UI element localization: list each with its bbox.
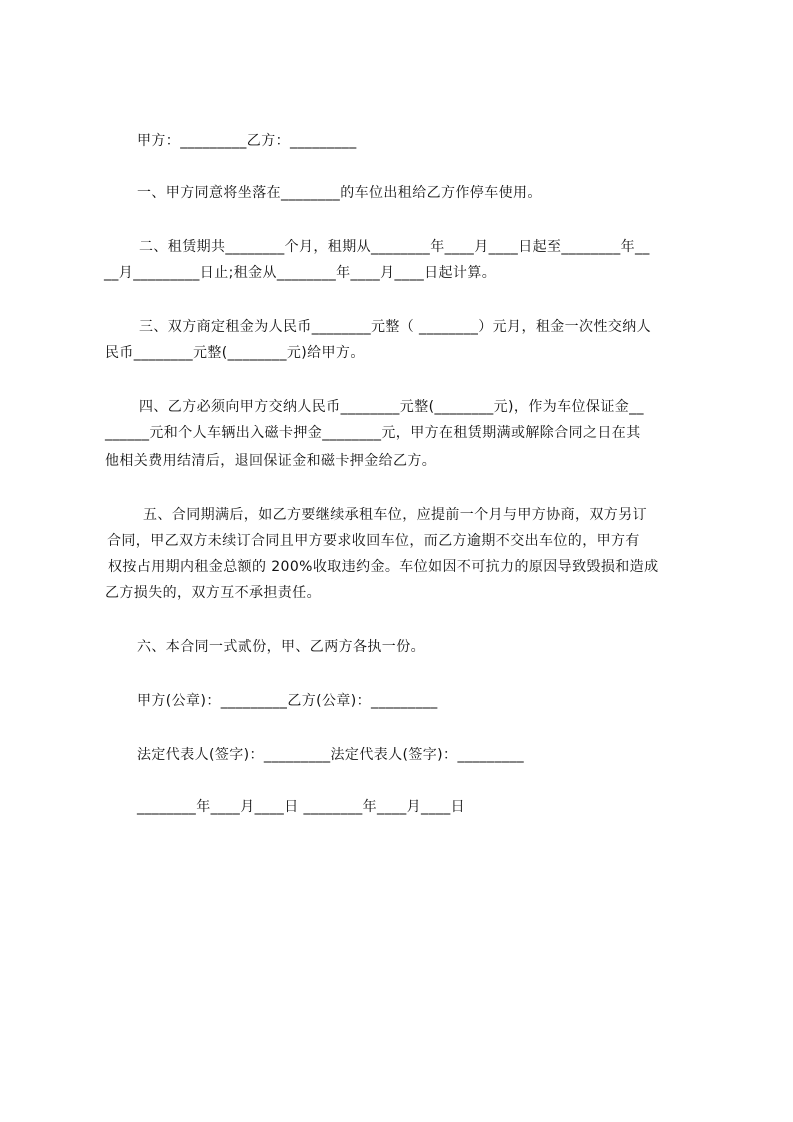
clause-6: 六、本合同一式贰份，甲、乙两方各执一份。 (137, 639, 425, 655)
clause-3-line-1: 三、双方商定租金为人民币________元整（ ________）元月，租金一次性交纳人 (139, 319, 652, 335)
representative-signature-line: 法定代表人(签字)：_________法定代表人(签字)：_________ (137, 747, 525, 763)
clause-2-line-1: 二、租赁期共________个月，租期从________年____月____日起至________年__ (139, 239, 650, 255)
clause-2-line-2: __月_________日止;租金从________年____月____日起计算。 (104, 265, 497, 281)
clause-4-line-3: 他相关费用结清后，退回保证金和磁卡押金给乙方。 (105, 453, 437, 469)
clause-3-line-2: 民币________元整(________元)给甲方。 (105, 345, 365, 361)
clause-5-line-2: 合同，甲乙双方未续订合同且甲方要求收回车位，而乙方逾期不交出车位的，甲方有 (107, 533, 640, 549)
clause-4-line-2: ______元和个人车辆出入磁卡押金________元，甲方在租赁期满或解除合同之日在其 (105, 425, 641, 441)
clause-5-line-1: 五、合同期满后，如乙方要继续承租车位，应提前一个月与甲方协商，双方另订 (143, 507, 647, 523)
seal-line: 甲方(公章)：_________乙方(公章)：_________ (137, 693, 438, 709)
clause-4-line-1: 四、乙方必须向甲方交纳人民币________元整(________元)，作为车位保证金__ (139, 399, 644, 415)
date-line: ________年____月____日 ________年____月____日 (137, 799, 466, 815)
clause-5-line-4: 乙方损失的，双方互不承担责任。 (105, 585, 321, 601)
parties-line: 甲方：_________乙方：_________ (137, 133, 357, 149)
clause-5-line-3: 权按占用期内租金总额的 200%收取违约金。车位如因不可抗力的原因导致毁损和造成 (108, 559, 659, 575)
clause-1: 一、甲方同意将坐落在________的车位出租给乙方作停车使用。 (137, 185, 542, 201)
